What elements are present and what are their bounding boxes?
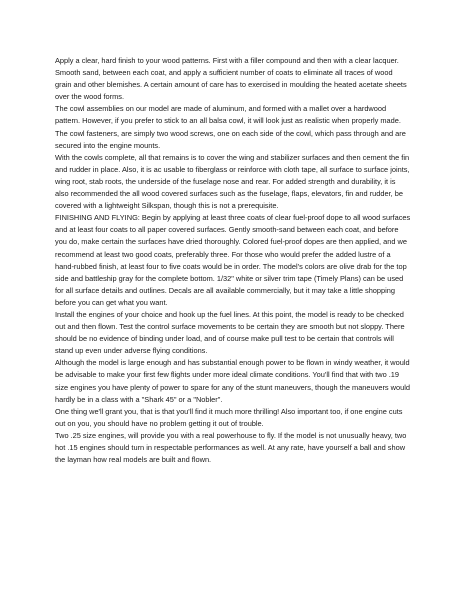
paragraph-windy-weather: Although the model is large enough and has substantial enough power to be flown in windy weather, it would be advisable to make your first few flights under more ideal climate conditions. You'll find that with two .19 size engines you have plenty of power to spare for any of the stunt maneuvers, though the maneuvers would hardly be in a class with a "Shark 45" or a "Nobler".	[55, 358, 410, 404]
paragraph-thrilling: One thing we'll grant you, that is that you'll find it much more thrilling! Also important too, if one engine cuts out on you, you should have no problem getting it out of trouble.	[55, 406, 403, 428]
paragraph-engine-install: Install the engines of your choice and hook up the fuel lines. At this point, the model is ready to be checked out and then flown. Test the control surface movements to be certain they are smooth but not sloppy. There should be no evidence of binding under load, and of course make pull test to be certain that controls will stand up even under adverse flying conditions.	[55, 309, 405, 356]
body-text	[55, 55, 411, 466]
paragraph-engine-sizes: Two .25 size engines, will provide you with a real powerhouse to fly. If the model is not unusually heavy, two hot .15 engines should turn in respectable performances as well. At any rate, have yourself a ball and show the layman how real models are built and flown.	[55, 430, 407, 465]
paragraph-covering: With the cowls complete, all that remains is to cover the wing and stabilizer surfaces and then cement the fin and rudder in place. Also, it is ac usable to fiberglass or reinforce with cloth tape, all surface to surface joints, wing root, stab roots, the underside of the fuselage nose and rear. For added strength and durability, it is also recommended the all wood covered surfaces such as the fuselage, flaps, elevators, fin and rudder, be covered with a lightweight Silkspan, though this is not a prerequisite.	[55, 152, 410, 211]
paragraph-wood-finish: Apply a clear, hard finish to your wood patterns. First with a filler compound and then with a clear lacquer. Smooth sand, between each coat, and apply a sufficient number of coats to eliminate all traces of wood grain and other blemishes. A certain amount of care has to exercised in moulding the heated acetate sheets over the wood forms.	[55, 56, 407, 102]
paragraph-finishing-and-flying: FINISHING AND FLYING: Begin by applying at least three coats of clear fuel-proof dope to all wood surfaces and at least four coats to all paper covered surfaces. Gently smooth-sand between each coat, and before you do, make certain the surfaces have dried thoroughly. Colored fuel-proof dopes are then applied, and we recommend at least two good coats, preferably three. For those who would prefer the added lustre of a hand-rubbed finish, at least four to five coats would be in order. The model's colors are olive drab for the top side and battleship gray for the complete bottom. 1/32" white or silver trim tape (Timely Plans) can be used for all surface details and outlines. Decals are all available commercially, but it may take a little shopping before you can get what you want.	[55, 213, 411, 307]
paragraph-cowl-assemblies: The cowl assemblies on our model are made of aluminum, and formed with a mallet over a hardwood pattern. However, if you prefer to stick to an all balsa cowl, it will look just as realistic when properly made. The cowl fasteners, are simply two wood screws, one on each side of the cowl, which pass through and are secured into the engine mounts.	[55, 104, 406, 150]
